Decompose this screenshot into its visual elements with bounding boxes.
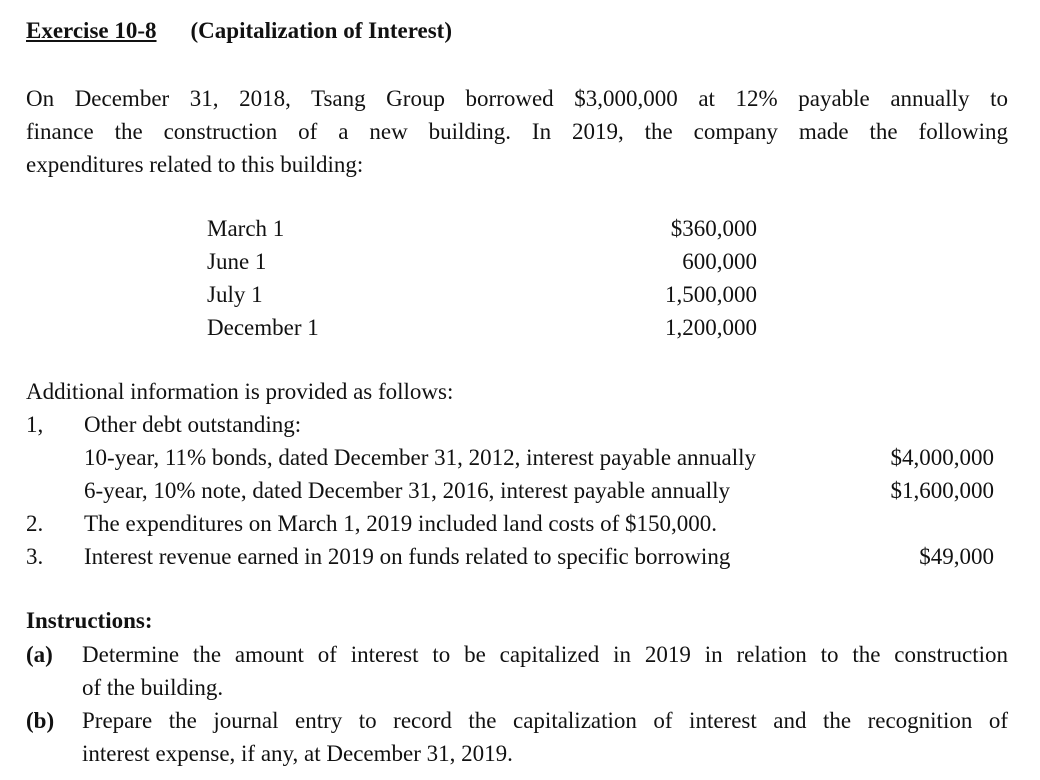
expenditure-date: March 1 [207,216,285,241]
bond-description: 10-year, 11% bonds, dated December 31, 2012, interest payable annually [84,445,757,470]
expenditure-date: June 1 [207,249,267,274]
instruction-b-line-2: interest expense, if any, at December 31, 2019. [82,741,513,766]
item-3-number: 3. [26,544,44,569]
exercise-title [26,14,452,47]
item-1-number: 1, [26,412,44,437]
expenditure-row [207,311,757,344]
intro-line-3: expenditures related to this building: [26,152,364,177]
item-3-amount: $49,000 [919,544,994,569]
expenditure-amount: 600,000 [682,249,757,274]
expenditure-amount: $360,000 [670,216,757,241]
item-1-text: Other debt outstanding: [84,412,302,437]
instruction-b-label: (b) [26,708,55,733]
instruction-a-label: (a) [26,642,53,667]
item-3-text: Interest revenue earned in 2019 on funds related to specific borrowing [84,544,731,569]
item-2-number: 2. [26,511,44,536]
instruction-a-line-2: of the building. [82,675,224,700]
expenditures-table [207,212,757,344]
intro-line-1: On December 31, 2018, Tsang Group borrowed $3,000,000 at 12% payable annually to [26,86,1008,111]
expenditure-amount: 1,500,000 [665,282,757,307]
additional-info-heading: Additional information is provided as follows: [26,379,454,404]
note-description: 6-year, 10% note, dated December 31, 2016, interest payable annually [84,478,731,503]
exercise-number: Exercise 10-8 [26,18,157,43]
instruction-b-text [82,704,1008,770]
item-2-text: The expenditures on March 1, 2019 included land costs of $150,000. [84,511,718,536]
expenditure-amount: 1,200,000 [665,315,757,340]
note-amount: $1,600,000 [890,478,994,503]
bond-amount: $4,000,000 [890,445,994,470]
exercise-topic: (Capitalization of Interest) [190,18,452,43]
instructions-heading: Instructions: [26,608,153,633]
expenditure-date: July 1 [207,282,263,307]
intro-paragraph [26,82,1008,181]
intro-line-2: finance the construction of a new building. In 2019, the company made the following [26,119,1008,144]
instruction-a-line-1: Determine the amount of interest to be capitalized in 2019 in relation to the construction [82,642,1008,667]
expenditure-row [207,212,757,245]
expenditure-date: December 1 [207,315,319,340]
instruction-a-text [82,638,1008,704]
expenditure-row [207,245,757,278]
instruction-b-line-1: Prepare the journal entry to record the capitalization of interest and the recognition of [82,708,1008,733]
expenditure-row [207,278,757,311]
